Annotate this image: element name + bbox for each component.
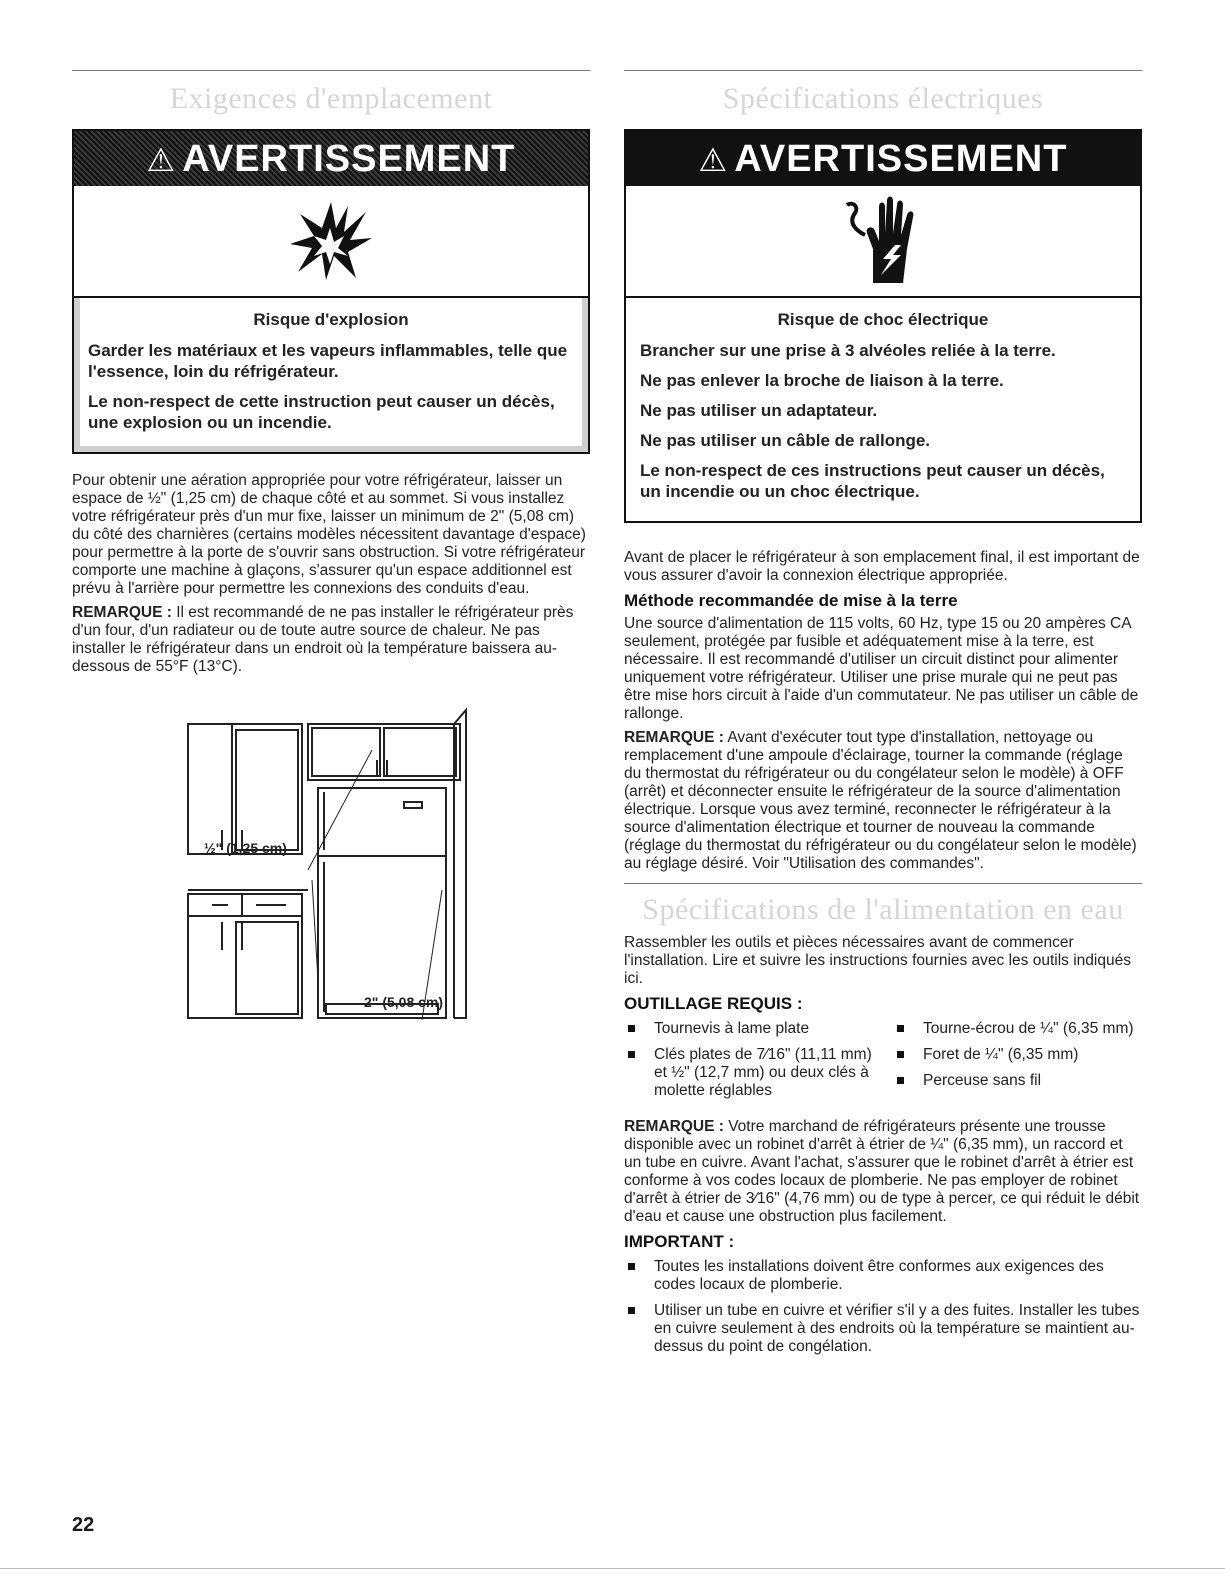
explosion-warning-box bbox=[72, 129, 590, 454]
note-label: REMARQUE : bbox=[624, 1118, 724, 1135]
warning-line: Le non-respect de ces instructions peut causer un décès, un incendie ou un choc électrique. bbox=[640, 461, 1105, 501]
warning-header bbox=[626, 131, 1140, 186]
warning-line: Ne pas utiliser un câble de rallonge. bbox=[640, 431, 931, 450]
note-text: Avant d'exécuter tout type d'installation, nettoyage ou remplacement d'une ampoule d'éclairage, tourner la commande (réglage du thermostat du réfrigérateur ou du congélateur selon le modèle) à OFF (arrêt) et déconnecter ensuite le réfrigérateur de la source d'alimentation électrique. Lorsque vous avez terminé, reconnecter le réfrigérateur à la source d'alimentation électrique et tourner de nouveau la commande (réglage du thermostat du réfrigérateur ou du congélateur selon le modèle) au réglage désiré. Voir "Utilisation des commandes". bbox=[624, 729, 1137, 872]
power-off-note bbox=[624, 729, 1142, 873]
warning-body bbox=[74, 298, 588, 452]
warning-line: Le non-respect de cette instruction peut causer un décès, une explosion ou un incendie. bbox=[88, 392, 555, 432]
warning-subtitle: Risque d'explosion bbox=[253, 310, 409, 329]
note-label: REMARQUE : bbox=[72, 604, 172, 621]
list-item: Tournevis à lame plate bbox=[624, 1020, 873, 1038]
bottom-rule bbox=[0, 1568, 1225, 1569]
warning-body bbox=[626, 298, 1140, 521]
important-list bbox=[624, 1258, 1142, 1356]
list-item: Utiliser un tube en cuivre et vérifier s'il y a des fuites. Installer les tubes en cuivre seulement à des endroits où la température se maintient au-dessus du point de congélation. bbox=[624, 1302, 1142, 1356]
list-item: Toutes les installations doivent être conformes aux exigences des codes locaux de plomberie. bbox=[624, 1258, 1142, 1294]
warning-triangle-icon: ⚠ bbox=[698, 142, 729, 178]
warning-header bbox=[74, 131, 588, 186]
tools-list bbox=[624, 1020, 1142, 1108]
warning-line: Ne pas utiliser un adaptateur. bbox=[640, 401, 878, 420]
installation-diagram bbox=[72, 690, 590, 1020]
section-title-water: Spécifications de l'alimentation en eau bbox=[642, 893, 1124, 926]
warning-line: Brancher sur une prise à 3 alvéoles reliée à la terre. bbox=[640, 341, 1056, 360]
section-rule bbox=[72, 70, 590, 71]
note-text: Il est recommandé de ne pas installer le réfrigérateur près d'un four, d'un radiateur ou de toute autre source de chaleur. Ne pas installer le réfrigérateur dans un endroit où la température baissera au-dessous de 55°F (13°C). bbox=[72, 604, 574, 675]
note-text: Votre marchand de réfrigérateurs présente une trousse disponible avec un robinet d'arrêt à étrier de ¼" (6,35 mm), un raccord et un tube en cuivre. Avant l'achat, s'assurer que le robinet d'arrêt à étrier est conforme à vos codes locaux de plomberie. Ne pas employer de robinet d'arrêt à étrier de 3⁄16" (4,76 mm) ou de type à percer, ce qui réduit le débit d'eau et cause une obstruction plus facilement. bbox=[624, 1118, 1140, 1225]
warning-header-text: AVERTISSEMENT bbox=[734, 138, 1068, 180]
section-rule bbox=[624, 70, 1142, 71]
warning-header-text: AVERTISSEMENT bbox=[182, 138, 516, 180]
warning-triangle-icon: ⚠ bbox=[146, 142, 177, 178]
warning-subtitle: Risque de choc électrique bbox=[777, 310, 989, 329]
section-rule bbox=[624, 883, 1142, 884]
right-column bbox=[624, 70, 1142, 1364]
section-title-electrical: Spécifications électriques bbox=[722, 82, 1044, 115]
tools-heading: OUTILLAGE REQUIS : bbox=[624, 994, 803, 1013]
warning-line: Garder les matériaux et les vapeurs inflammables, telle que l'essence, loin du réfrigérateur. bbox=[88, 341, 568, 381]
electric-shock-warning-box bbox=[624, 129, 1142, 523]
grounding-subheading: Méthode recommandée de mise à la terre bbox=[624, 591, 958, 610]
page-number: 22 bbox=[72, 1514, 95, 1536]
list-item: Perceuse sans fil bbox=[893, 1072, 1142, 1090]
electric-shock-icon-row bbox=[626, 186, 1140, 298]
grounding-paragraph: Une source d'alimentation de 115 volts, 60 Hz, type 15 ou 20 ampères CA seulement, protégée par fusible et adéquatement mise à la terre, est nécessaire. Il est recommandé d'utiliser un circuit distinct pour alimenter uniquement votre réfrigérateur. Utiliser une prise murale qui ne peut pas être mise hors circuit à l'aide d'un commutateur. Ne pas utiliser un câble de rallonge. bbox=[624, 615, 1139, 722]
heat-source-note bbox=[72, 604, 590, 676]
tools-list-column bbox=[624, 1020, 873, 1108]
hinge-clearance-label: 2" (5,08 cm) bbox=[364, 994, 444, 1010]
note-label: REMARQUE : bbox=[624, 729, 724, 746]
side-clearance-label: ½" (1,25 cm) bbox=[204, 840, 287, 856]
explosion-icon bbox=[286, 198, 376, 284]
warning-line: Ne pas enlever la broche de liaison à la terre. bbox=[640, 371, 1004, 390]
list-item: Tourne-écrou de ¼" (6,35 mm) bbox=[893, 1020, 1142, 1038]
list-item: Foret de ¼" (6,35 mm) bbox=[893, 1046, 1142, 1064]
tools-list-column bbox=[893, 1020, 1142, 1108]
electric-shock-icon bbox=[843, 193, 923, 289]
electrical-intro-paragraph: Avant de placer le réfrigérateur à son emplacement final, il est important de vous assurer d'avoir la connexion électrique appropriée. bbox=[624, 549, 1140, 584]
section-title-location: Exigences d'emplacement bbox=[169, 82, 493, 115]
refrigerator-cabinet-illustration bbox=[72, 690, 590, 1020]
left-column bbox=[72, 70, 590, 1020]
water-intro-paragraph: Rassembler les outils et pièces nécessaires avant de commencer l'installation. Lire et suivre les instructions fournies avec les outils indiqués ici. bbox=[624, 934, 1131, 987]
explosion-icon-row bbox=[74, 186, 588, 298]
ventilation-paragraph: Pour obtenir une aération appropriée pour votre réfrigérateur, laisser un espace de ½" (1,25 cm) de chaque côté et au sommet. Si vous installez votre réfrigérateur près d'un mur fixe, laisser un minimum de 2" (5,08 cm) du côté des charnières (certains modèles nécessitent davantage d'espace) pour permettre à la porte de s'ouvrir sans obstruction. Si votre réfrigérateur comporte une machine à glaçons, s'assurer qu'un espace additionnel est prévu à l'arrière pour permettre les connexions des conduits d'eau. bbox=[72, 472, 586, 597]
list-item: Clés plates de 7⁄16" (11,11 mm) et ½" (12,7 mm) ou deux clés à molette réglables bbox=[624, 1046, 873, 1100]
shutoff-valve-note bbox=[624, 1118, 1142, 1226]
important-heading: IMPORTANT : bbox=[624, 1232, 735, 1251]
